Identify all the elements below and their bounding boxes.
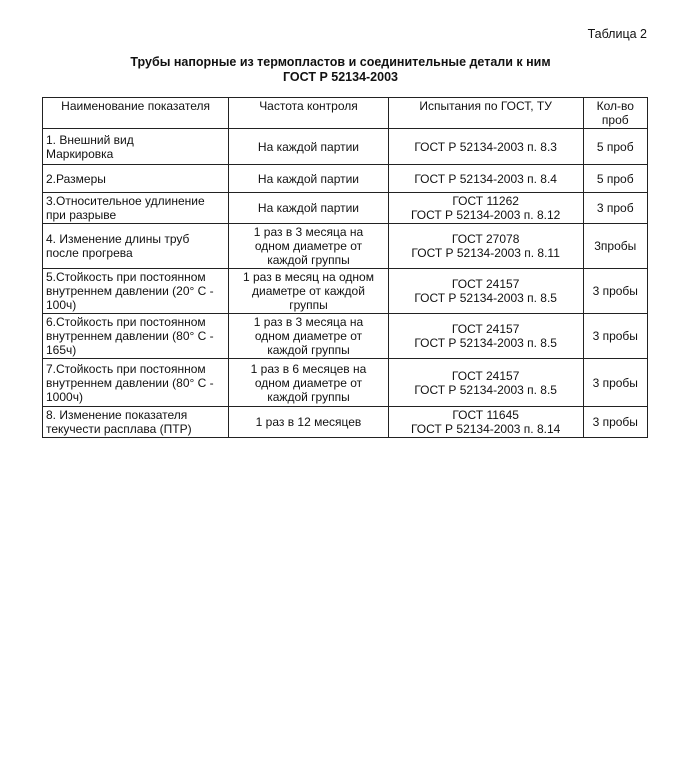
cell-indicator-name-line: 100ч) <box>46 298 77 312</box>
cell-indicator-name <box>43 165 229 193</box>
cell-control-frequency-line: 1 раз в 6 месяцев на <box>250 361 367 376</box>
cell-tests-line: ГОСТ Р 52134-2003 п. 8.11 <box>411 246 560 260</box>
cell-indicator-name <box>43 269 229 314</box>
cell-indicator-name <box>43 224 229 269</box>
header-sample-count-line-1: Кол-во <box>596 99 634 113</box>
cell-control-frequency-line: диаметре от каждой <box>252 284 365 298</box>
cell-sample-count: 5 проб <box>583 165 648 193</box>
table-row <box>43 269 648 314</box>
cell-indicator-name-line: Маркировка <box>46 146 114 161</box>
cell-control-frequency-line: одном диаметре от <box>254 329 363 343</box>
cell-tests-line: ГОСТ 24157 <box>451 368 520 383</box>
cell-tests-line: ГОСТ 24157 <box>451 277 520 291</box>
cell-indicator-name-line: внутреннем давлении (80° С - <box>46 375 214 390</box>
cell-control-frequency <box>229 269 389 314</box>
cell-indicator-name-line: при разрыве <box>46 208 117 222</box>
cell-tests-line: ГОСТ Р 52134-2003 п. 8.5 <box>414 336 557 350</box>
cell-control-frequency <box>229 129 389 165</box>
cell-control-frequency <box>229 359 389 407</box>
cell-indicator-name <box>43 129 229 165</box>
cell-tests-line: ГОСТ 24157 <box>451 322 520 336</box>
cell-indicator-name-line: внутреннем давлении (80° С - <box>46 329 214 343</box>
cell-tests <box>388 224 583 269</box>
cell-control-frequency <box>229 407 389 438</box>
cell-indicator-name-line: текучести расплава (ПТР) <box>46 422 192 436</box>
cell-indicator-name-line: 165ч) <box>46 343 77 357</box>
cell-tests <box>388 359 583 407</box>
cell-tests-line: ГОСТ Р 52134-2003 п. 8.4 <box>414 171 557 186</box>
cell-control-frequency <box>229 165 389 193</box>
cell-sample-count: 5 проб <box>583 129 648 165</box>
cell-indicator-name-line: 8. Изменение показателя <box>46 408 188 422</box>
header-sample-count-line-2: проб <box>601 113 629 127</box>
cell-sample-count: 3 пробы <box>583 269 648 314</box>
cell-control-frequency-line: 1 раз в месяц на одном <box>242 270 374 284</box>
cell-control-frequency-line: 1 раз в 3 месяца на <box>253 315 364 329</box>
header-tests: Испытания по ГОСТ, ТУ <box>388 98 583 129</box>
cell-tests <box>388 314 583 359</box>
cell-sample-count: 3пробы <box>583 224 648 269</box>
cell-control-frequency-line: одном диаметре от <box>254 239 363 253</box>
table-row <box>43 165 648 193</box>
table-number-label: Таблица 2 <box>587 27 647 41</box>
cell-sample-count: 3 пробы <box>583 407 648 438</box>
cell-tests <box>388 165 583 193</box>
cell-tests-line: ГОСТ 11262 <box>452 194 519 208</box>
cell-control-frequency-line: группы <box>289 298 328 312</box>
cell-control-frequency-line: каждой группы <box>267 389 350 404</box>
cell-tests <box>388 129 583 165</box>
document-title-line-1: Трубы напорные из термопластов и соединительные детали к ним <box>130 55 551 69</box>
cell-indicator-name <box>43 314 229 359</box>
cell-control-frequency <box>229 314 389 359</box>
cell-indicator-name-line: 5.Стойкость при постоянном <box>46 270 206 284</box>
table-header-row <box>43 98 648 129</box>
cell-tests <box>388 269 583 314</box>
cell-indicator-name-line: внутреннем давлении (20° С - <box>46 284 214 298</box>
cell-control-frequency-line: 1 раз в 12 месяцев <box>255 415 362 429</box>
cell-control-frequency-line: 1 раз в 3 месяца на <box>253 225 364 239</box>
cell-tests-line: ГОСТ Р 52134-2003 п. 8.5 <box>414 382 557 397</box>
cell-indicator-name-line: 4. Изменение длины труб <box>46 232 190 246</box>
cell-indicator-name-line: 6.Стойкость при постоянном <box>46 315 206 329</box>
cell-indicator-name-line: 7.Стойкость при постоянном <box>46 361 206 376</box>
cell-control-frequency-line: каждой группы <box>267 253 350 267</box>
cell-tests-line: ГОСТ 11645 <box>452 408 519 422</box>
cell-tests-line: ГОСТ Р 52134-2003 п. 8.3 <box>414 139 557 154</box>
document-title <box>0 55 681 85</box>
cell-sample-count: 3 проб <box>583 193 648 224</box>
table-row <box>43 407 648 438</box>
cell-tests <box>388 193 583 224</box>
cell-indicator-name-line: после прогрева <box>46 246 133 260</box>
cell-control-frequency-line: одном диаметре от <box>254 375 363 390</box>
cell-control-frequency-line: На каждой партии <box>257 139 360 154</box>
cell-tests-line: ГОСТ Р 52134-2003 п. 8.14 <box>410 422 561 436</box>
cell-tests-line: ГОСТ 27078 <box>451 232 520 246</box>
table-row <box>43 314 648 359</box>
cell-control-frequency-line: На каждой партии <box>257 201 360 215</box>
cell-sample-count: 3 пробы <box>583 314 648 359</box>
cell-control-frequency-line: На каждой партии <box>257 171 360 186</box>
table-row <box>43 224 648 269</box>
cell-sample-count: 3 пробы <box>583 359 648 407</box>
cell-control-frequency <box>229 224 389 269</box>
cell-tests-line: ГОСТ Р 52134-2003 п. 8.5 <box>414 291 557 305</box>
inspection-table <box>42 97 648 438</box>
cell-indicator-name-line: 1000ч) <box>46 389 83 404</box>
table-row <box>43 129 648 165</box>
cell-indicator-name-line: 1. Внешний вид <box>46 132 134 147</box>
table-row <box>43 193 648 224</box>
cell-tests <box>388 407 583 438</box>
header-sample-count <box>583 98 648 129</box>
cell-control-frequency <box>229 193 389 224</box>
cell-indicator-name <box>43 407 229 438</box>
header-control-frequency: Частота контроля <box>229 98 389 129</box>
cell-indicator-name <box>43 359 229 407</box>
cell-indicator-name <box>43 193 229 224</box>
document-title-line-2: ГОСТ Р 52134-2003 <box>282 70 398 84</box>
cell-tests-line: ГОСТ Р 52134-2003 п. 8.12 <box>410 208 561 222</box>
cell-indicator-name-line: 3.Относительное удлинение <box>46 194 205 208</box>
cell-control-frequency-line: каждой группы <box>267 343 350 357</box>
header-indicator-name: Наименование показателя <box>43 98 229 129</box>
cell-indicator-name-line: 2.Размеры <box>46 171 106 186</box>
table-row <box>43 359 648 407</box>
